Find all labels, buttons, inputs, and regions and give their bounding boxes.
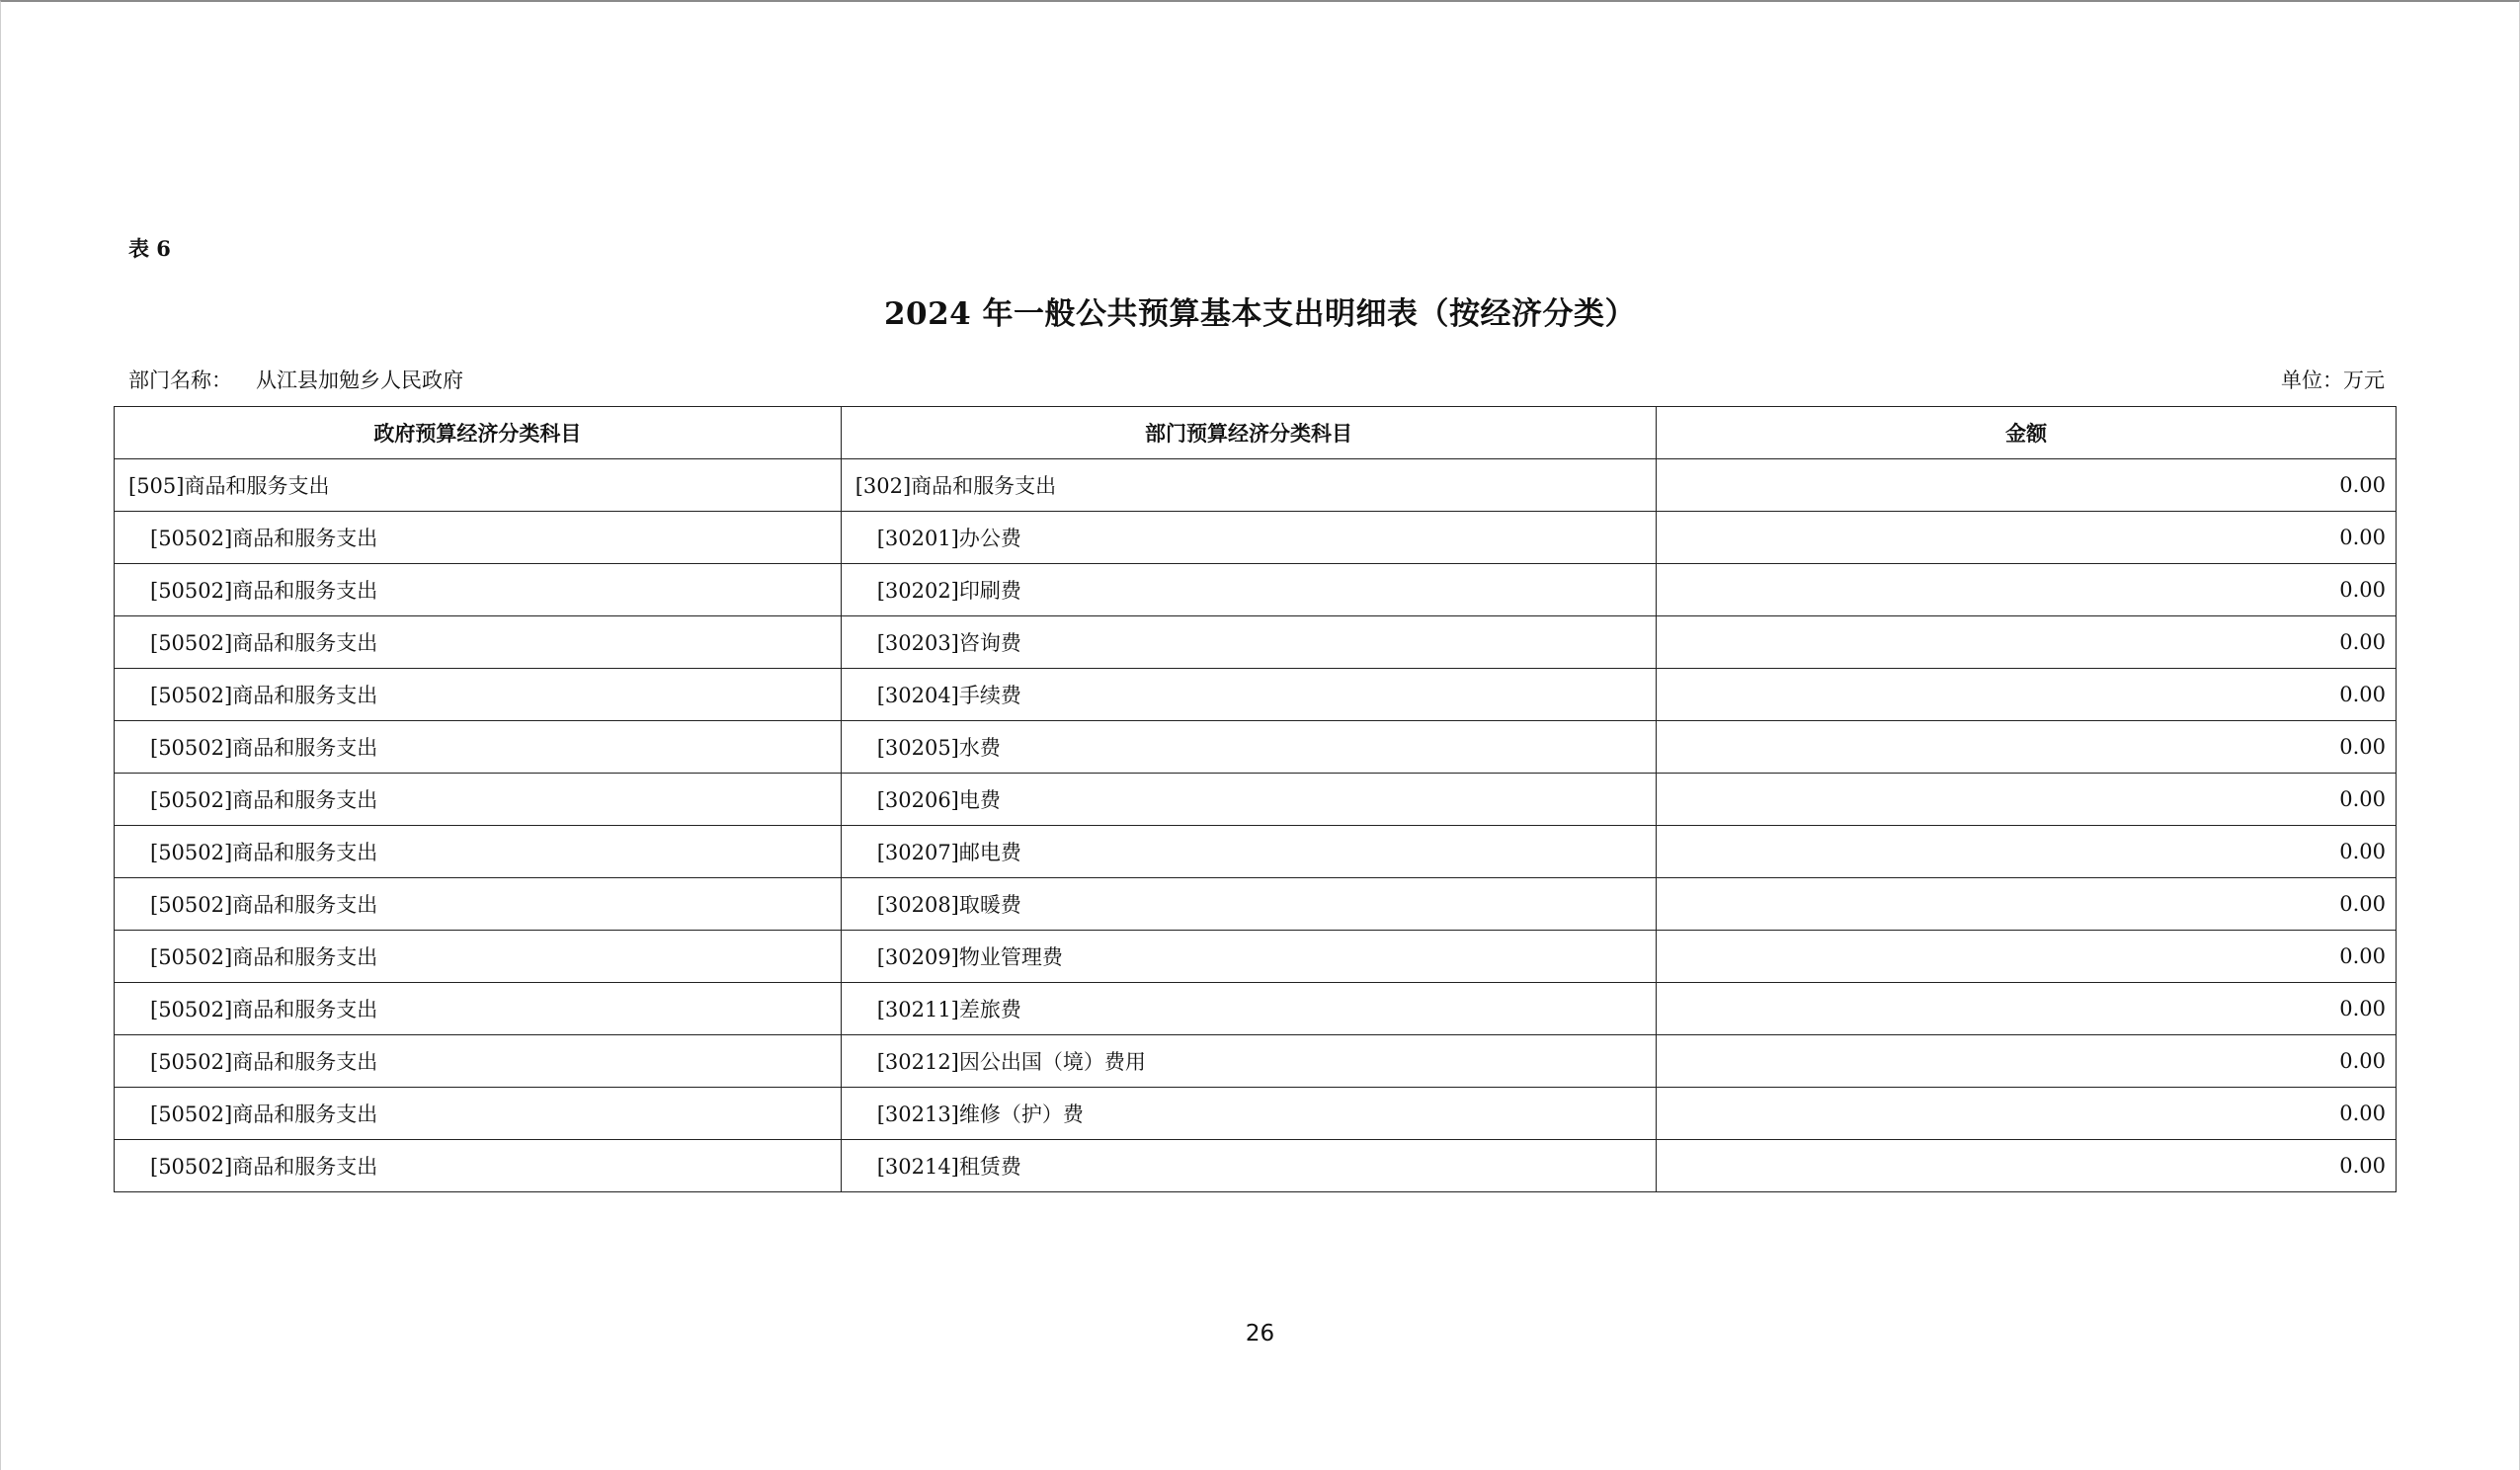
cell-amount: 0.00 — [1657, 669, 2397, 721]
cell-dept-classification: [30214]租赁费 — [841, 1140, 1657, 1192]
department-value: 从江县加勉乡人民政府 — [256, 368, 463, 392]
cell-gov-classification: [50502]商品和服务支出 — [115, 669, 842, 721]
table-header-row — [115, 407, 2397, 459]
cell-amount: 0.00 — [1657, 616, 2397, 669]
cell-amount: 0.00 — [1657, 512, 2397, 564]
cell-gov-classification: [50502]商品和服务支出 — [115, 1140, 842, 1192]
cell-gov-classification: [50502]商品和服务支出 — [115, 1088, 842, 1140]
unit-label: 单位：万元 — [2281, 368, 2385, 392]
cell-gov-classification: [50502]商品和服务支出 — [115, 931, 842, 983]
cell-dept-classification: [30209]物业管理费 — [841, 931, 1657, 983]
budget-table — [114, 406, 2397, 1192]
cell-gov-classification: [50502]商品和服务支出 — [115, 564, 842, 616]
header-dept-classification: 部门预算经济分类科目 — [841, 407, 1657, 459]
cell-amount: 0.00 — [1657, 1140, 2397, 1192]
cell-gov-classification: [50502]商品和服务支出 — [115, 721, 842, 774]
cell-dept-classification: [302]商品和服务支出 — [841, 459, 1657, 512]
table-row — [115, 1035, 2397, 1088]
cell-amount: 0.00 — [1657, 459, 2397, 512]
table-row — [115, 564, 2397, 616]
table-row — [115, 459, 2397, 512]
table-row — [115, 1140, 2397, 1192]
table-label: 表 6 — [128, 236, 171, 261]
cell-dept-classification: [30201]办公费 — [841, 512, 1657, 564]
table-row — [115, 983, 2397, 1035]
cell-gov-classification: [50502]商品和服务支出 — [115, 512, 842, 564]
page-title: 2024 年一般公共预算基本支出明细表（按经济分类） — [883, 296, 1637, 332]
cell-dept-classification: [30204]手续费 — [841, 669, 1657, 721]
table-row — [115, 616, 2397, 669]
cell-amount: 0.00 — [1657, 721, 2397, 774]
header-amount: 金额 — [1657, 407, 2397, 459]
cell-dept-classification: [30205]水费 — [841, 721, 1657, 774]
cell-dept-classification: [30208]取暖费 — [841, 878, 1657, 931]
header-gov-classification: 政府预算经济分类科目 — [115, 407, 842, 459]
table-row — [115, 826, 2397, 878]
cell-amount: 0.00 — [1657, 1088, 2397, 1140]
cell-gov-classification: [50502]商品和服务支出 — [115, 616, 842, 669]
table-row — [115, 878, 2397, 931]
table-row — [115, 512, 2397, 564]
table-row — [115, 931, 2397, 983]
cell-dept-classification: [30206]电费 — [841, 774, 1657, 826]
cell-gov-classification: [50502]商品和服务支出 — [115, 774, 842, 826]
cell-amount: 0.00 — [1657, 774, 2397, 826]
cell-dept-classification: [30207]邮电费 — [841, 826, 1657, 878]
table-body — [115, 459, 2397, 1192]
cell-amount: 0.00 — [1657, 931, 2397, 983]
cell-amount: 0.00 — [1657, 878, 2397, 931]
cell-amount: 0.00 — [1657, 564, 2397, 616]
table-row — [115, 721, 2397, 774]
cell-gov-classification: [50502]商品和服务支出 — [115, 826, 842, 878]
page-number: 26 — [1245, 1321, 1275, 1347]
table-row — [115, 669, 2397, 721]
cell-amount: 0.00 — [1657, 826, 2397, 878]
department-label: 部门名称： — [128, 368, 232, 392]
cell-dept-classification: [30211]差旅费 — [841, 983, 1657, 1035]
cell-dept-classification: [30203]咨询费 — [841, 616, 1657, 669]
cell-amount: 0.00 — [1657, 1035, 2397, 1088]
department-line — [128, 365, 463, 394]
table-row — [115, 774, 2397, 826]
cell-gov-classification: [50502]商品和服务支出 — [115, 983, 842, 1035]
cell-dept-classification: [30212]因公出国（境）费用 — [841, 1035, 1657, 1088]
cell-gov-classification: [50502]商品和服务支出 — [115, 878, 842, 931]
cell-gov-classification: [50502]商品和服务支出 — [115, 1035, 842, 1088]
cell-dept-classification: [30213]维修（护）费 — [841, 1088, 1657, 1140]
cell-gov-classification: [505]商品和服务支出 — [115, 459, 842, 512]
cell-dept-classification: [30202]印刷费 — [841, 564, 1657, 616]
cell-amount: 0.00 — [1657, 983, 2397, 1035]
table-row — [115, 1088, 2397, 1140]
